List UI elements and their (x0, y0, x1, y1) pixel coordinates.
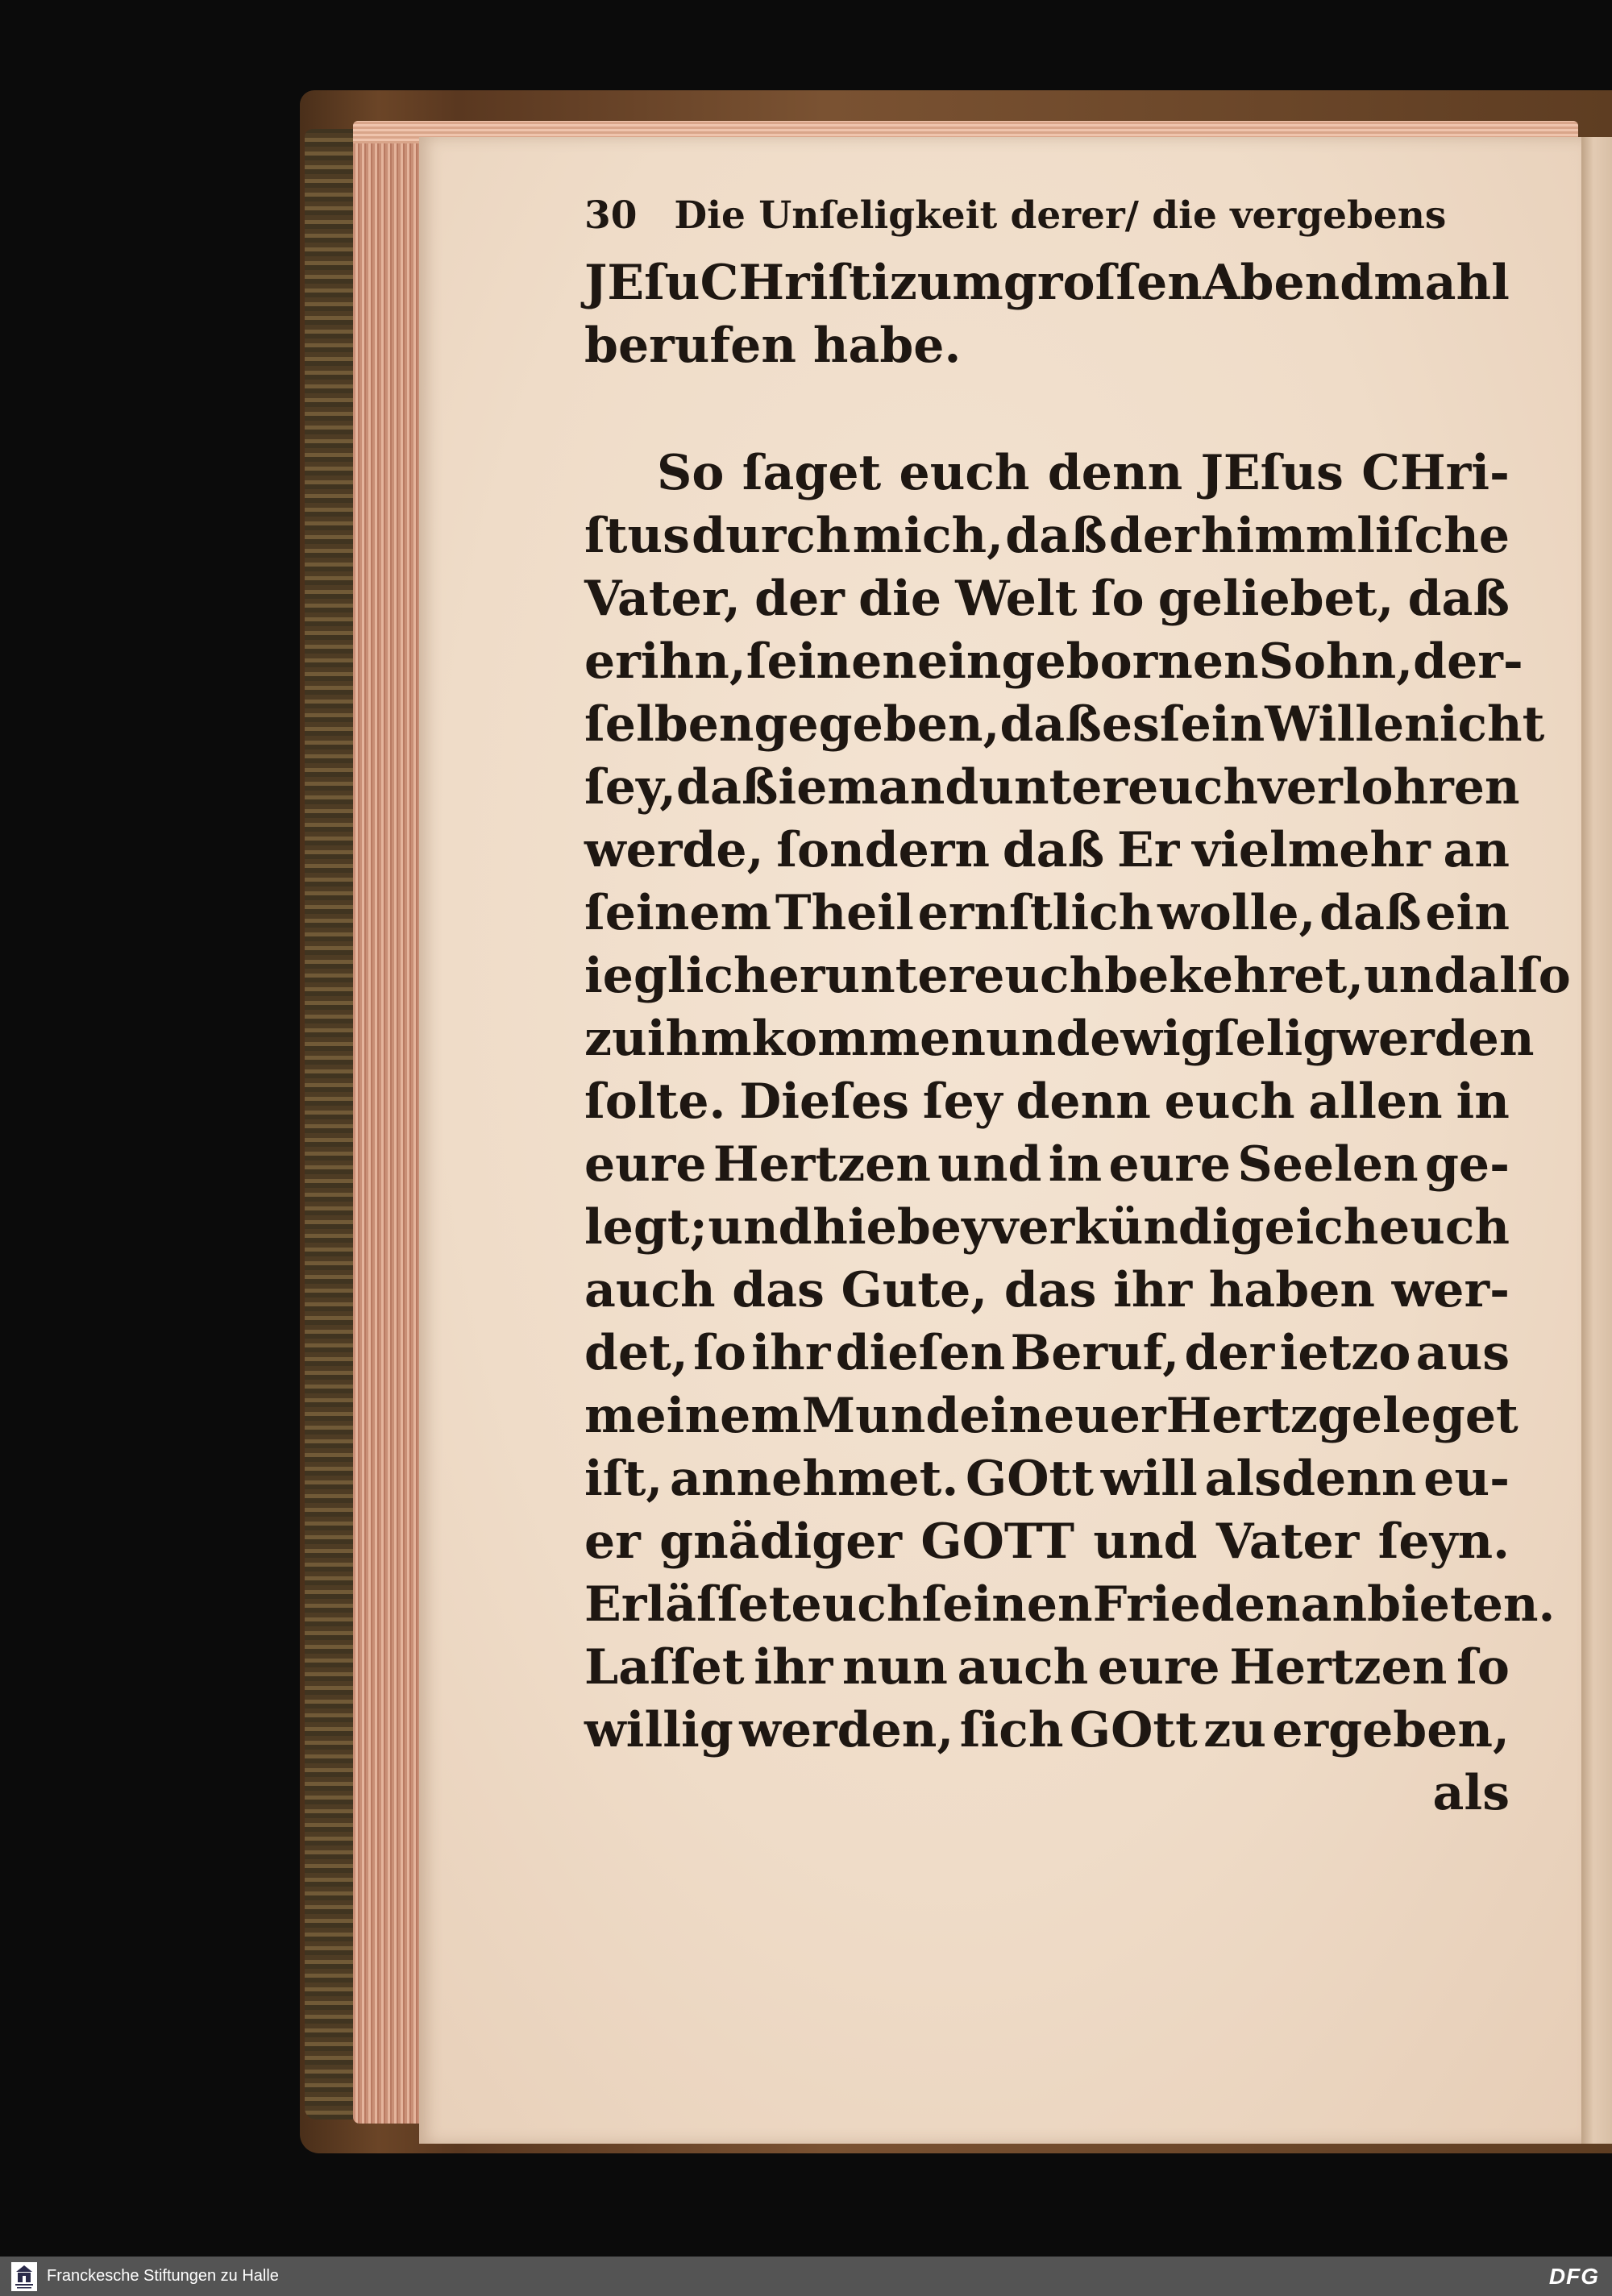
text-line: zu ihm kommen und ewig ſelig werden (584, 1011, 1535, 1067)
text-line: ſeinem Theil ernſtlich wolle, daß ein (584, 885, 1510, 941)
text-line: Vater, der die Welt ſo geliebet, daß (584, 571, 1510, 627)
text-line: berufen habe. (584, 318, 962, 374)
text-line: JEſu CHriſti zum groſſen Abendmahl (584, 255, 1510, 311)
text-line: Er läſſet euch ſeinen Frieden anbieten. (584, 1576, 1556, 1633)
text-line: eure Hertzen und in eure Seelen ge- (584, 1136, 1510, 1193)
text-line: ſtus durch mich, daß der himmliſche (584, 508, 1510, 564)
page-number: 30 (584, 193, 638, 238)
text-line: auch das Gute, das ihr haben wer- (584, 1262, 1510, 1318)
page-edges (353, 133, 426, 2124)
footer-bar (0, 2257, 1612, 2296)
text-line: ſey, daß iemand unter euch verlohren (584, 759, 1520, 816)
text-line: meinem Munde in euer Hertz geleget (584, 1388, 1519, 1444)
text-line: willig werden, ſich GOtt zu ergeben, (584, 1702, 1510, 1758)
text-line: er gnädiger GOTT und Vater ſeyn. (584, 1513, 1510, 1570)
text-line: So ſaget euch denn JEſus CHri- (657, 445, 1510, 501)
page-text (584, 193, 1571, 1825)
text-line: det, ſo ihr dieſen Beruf, der ietzo aus (584, 1325, 1510, 1381)
book-spine-edge (305, 129, 353, 2120)
running-title: Die Unſeligkeit derer/ die vergebens (674, 193, 1447, 238)
text-line: ſolte. Dieſes ſey denn euch allen in (584, 1073, 1510, 1130)
text-line: ieglicher unter euch bekehret, und alſo (584, 948, 1571, 1004)
paragraph-gap (584, 377, 1510, 442)
text-line: er ihn, ſeinen eingebornen Sohn, der- (584, 633, 1523, 690)
institution-logo-icon (11, 2262, 37, 2291)
text-line: ſelben gegeben, daß es ſein Wille nicht (584, 696, 1545, 753)
text-line: werde, ſondern daß Er vielmehr an (584, 822, 1510, 878)
right-page-sliver (1581, 137, 1612, 2144)
text-line: iſt, annehmet. GOtt will alsdenn eu- (584, 1451, 1510, 1507)
text-line: Laſſet ihr nun auch eure Hertzen ſo (584, 1639, 1510, 1696)
catchword: als (1432, 1765, 1510, 1821)
running-head (584, 193, 1510, 251)
text-line: legt; und hiebey verkündige ich euch (584, 1199, 1510, 1256)
dfg-logo: DFG (1548, 2263, 1599, 2289)
institution-name: Franckesche Stiftungen zu Halle (47, 2267, 279, 2285)
